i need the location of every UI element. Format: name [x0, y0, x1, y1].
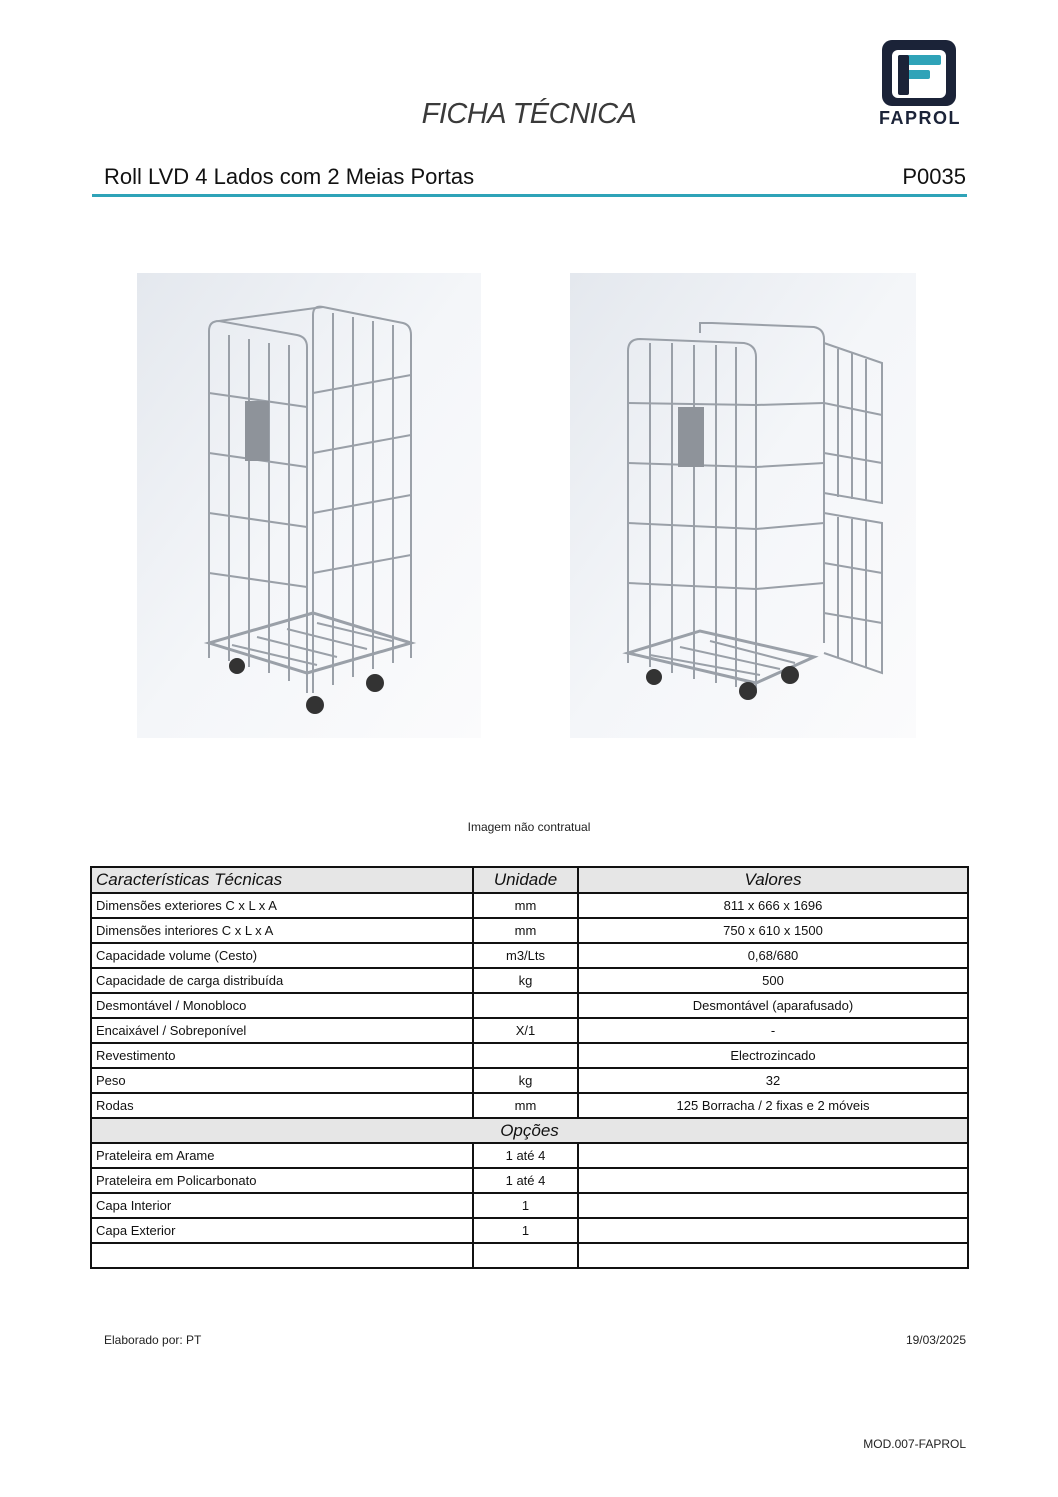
option-quantity: 1 até 4 [473, 1143, 578, 1168]
table-row [91, 1168, 968, 1193]
row-value: 125 Borracha / 2 fixas e 2 móveis [578, 1093, 968, 1118]
row-unit: X/1 [473, 1018, 578, 1043]
option-quantity: 1 [473, 1193, 578, 1218]
author-label: Elaborado por: PT [104, 1333, 202, 1347]
row-unit: kg [473, 968, 578, 993]
table-row [91, 1243, 968, 1268]
header-values: Valores [578, 867, 968, 893]
table-row [91, 1043, 968, 1068]
product-code: P0035 [902, 164, 966, 189]
product-name: Roll LVD 4 Lados com 2 Meias Portas [104, 164, 475, 189]
table-row [91, 943, 968, 968]
option-value [578, 1218, 968, 1243]
table-row [91, 1193, 968, 1218]
row-label: Rodas [91, 1093, 473, 1118]
document-title: FICHA TÉCNICA [421, 98, 637, 130]
row-label: Revestimento [91, 1043, 473, 1068]
table-row [91, 1143, 968, 1168]
row-unit: m3/Lts [473, 943, 578, 968]
row-label: Capacidade de carga distribuída [91, 968, 473, 993]
option-value [578, 1243, 968, 1268]
row-value: 32 [578, 1068, 968, 1093]
row-value: Desmontável (aparafusado) [578, 993, 968, 1018]
option-label: Capa Interior [91, 1193, 473, 1218]
options-header-row [91, 1118, 968, 1143]
option-quantity: 1 [473, 1218, 578, 1243]
row-unit: mm [473, 1093, 578, 1118]
table-row [91, 1093, 968, 1118]
table-row [91, 1018, 968, 1043]
row-label: Encaixável / Sobreponível [91, 1018, 473, 1043]
option-quantity [473, 1243, 578, 1268]
row-value: Electrozincado [578, 1043, 968, 1068]
option-value [578, 1168, 968, 1193]
header-characteristics: Características Técnicas [91, 867, 473, 893]
option-label: Prateleira em Arame [91, 1143, 473, 1168]
document-date: 19/03/2025 [905, 1333, 966, 1347]
row-value: 0,68/680 [578, 943, 968, 968]
option-label: Capa Exterior [91, 1218, 473, 1243]
row-unit: mm [473, 893, 578, 918]
option-value [578, 1193, 968, 1218]
product-photo-closed [137, 273, 481, 738]
image-caption: Imagem não contratual [467, 820, 591, 834]
table-row [91, 993, 968, 1018]
row-label: Dimensões exteriores C x L x A [91, 893, 473, 918]
row-value: 811 x 666 x 1696 [578, 893, 968, 918]
option-label: Prateleira em Policarbonato [91, 1168, 473, 1193]
row-value: - [578, 1018, 968, 1043]
option-label [91, 1243, 473, 1268]
header-divider [92, 194, 967, 197]
row-unit: kg [473, 1068, 578, 1093]
row-label: Dimensões interiores C x L x A [91, 918, 473, 943]
table-row [91, 893, 968, 918]
row-unit: mm [473, 918, 578, 943]
row-unit [473, 993, 578, 1018]
option-quantity: 1 até 4 [473, 1168, 578, 1193]
row-value: 750 x 610 x 1500 [578, 918, 968, 943]
row-unit [473, 1043, 578, 1068]
product-photo-open [570, 273, 916, 738]
spec-table [90, 866, 969, 1269]
table-row [91, 968, 968, 993]
table-row [91, 1068, 968, 1093]
logo-wordmark: FAPROL [878, 108, 961, 128]
row-label: Peso [91, 1068, 473, 1093]
model-code: MOD.007-FAPROL [863, 1437, 966, 1451]
row-label: Capacidade volume (Cesto) [91, 943, 473, 968]
options-header: Opções [91, 1118, 968, 1143]
spec-table-header-row [91, 867, 968, 893]
header-unit: Unidade [473, 867, 578, 893]
row-value: 500 [578, 968, 968, 993]
option-value [578, 1143, 968, 1168]
row-label: Desmontável / Monobloco [91, 993, 473, 1018]
table-row [91, 918, 968, 943]
table-row [91, 1218, 968, 1243]
